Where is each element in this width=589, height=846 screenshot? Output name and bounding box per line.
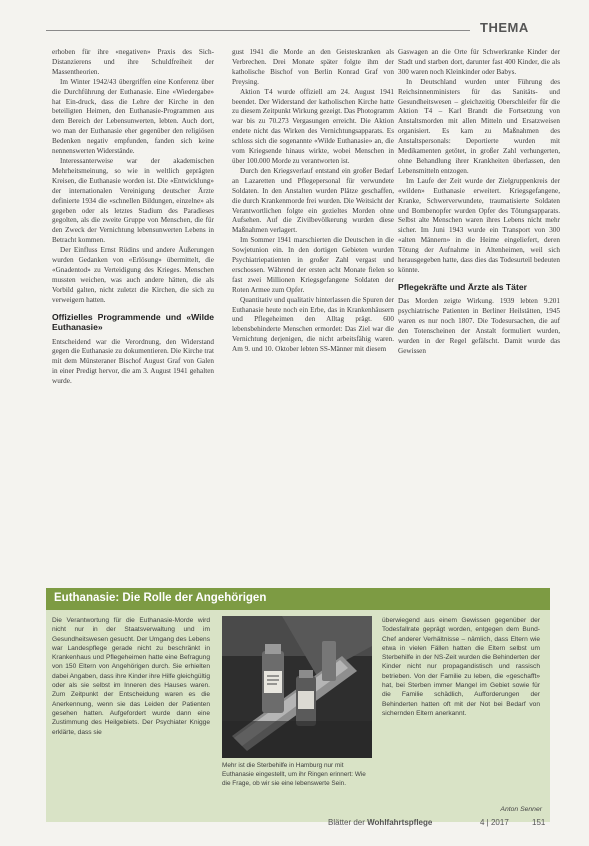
article-column-1	[52, 48, 214, 568]
box-body	[46, 610, 550, 822]
paragraph: erhoben für ihre «negativen» Praxis des Sich-Distanzierens und ihre Schuldfreiheit der Massentheorien.	[52, 48, 214, 76]
box-column-1: Die Verantwortung für die Euthanasie-Morde wird nicht nur in der Staatsverwaltung und im Gesundheitswesen gesucht. Der Umgang des Lebens war Landespflege gerade nicht zu beschränkt in Krankenhaus und Pflegeheimen hatte eine Befragung von 150 Eltern von Angehörigen durch. Sie erhielten dabei Angaben, dass ihre Kinder ihre Hilfe gleichgültig oder als sie selbst im Inneren des Hauses waren. Zum Zeitpunkt der Entscheidung waren es die Anerkennung, wenn sie das Leiden der Patienten gesehen hatten. Aufgefordert wurde dann eine Zustimmung des Heilgebiets. Der Psychiater Knigge erklärte, dass sie	[52, 617, 210, 736]
magazine-prefix: Blätter der	[328, 818, 368, 827]
header-rule	[46, 30, 470, 31]
article-column-3	[398, 48, 560, 568]
box-title: Euthanasie: Die Rolle der Angehörigen	[54, 592, 267, 604]
footer-issue: 4 | 2017	[480, 818, 509, 827]
subheading: Pflegekräfte und Ärzte als Täter	[398, 281, 527, 292]
paragraph: Im Sommer 1941 marschierten die Deutschen in die Sowjetunion ein. In den dortigen Gebieten wurden Psychiatriepatienten in großer Zahl vergast und erschossen. Während der ersten acht Monate fielen so fast zwei Millionen Kriegsgefangene Soldaten der Roten Armee zum Opfer.	[232, 236, 394, 294]
paragraph: Im Winter 1942/43 übergriffen eine Konferenz über die Durchführung der Euthanasie. Eine «Wiedergabe» hat Ein-druck, dass die Lehre der Kirche in den beteiligten Heimen, den Euthanasie-Programmen aus dem Bereich der Lebensunwerten, lebten. Auch dort, wo man der Euthanasie eher gegenüber den religiösen Bedenken negativ empfunden, fanden sich keine nennenswerten Widerstände.	[52, 77, 214, 156]
paragraph: Im Laufe der Zeit wurde der Zielgruppenkreis der «wilden» Euthanasie erweitert. Kriegsgefangene, Kranke, Schwerverwundete, traumatisierte Soldaten und Bombenopfer wurden Opfer des Tötungsapparats. Selbst alte Menschen waren ihres Lebens nicht mehr sicher. Im Juni 1943 wurde ein Transport von 300 «alten Männern» in die Heime eingeliefert, deren Tötung der Aufnahme in Altenheimen, weil sich herausgegeben hatte, dass dies das Todesurteil bedeuten könnte.	[398, 176, 560, 274]
subheading: Offizielles Programmende und «Wilde Euthanasie»	[52, 311, 214, 333]
section-label: THEMA	[480, 20, 529, 35]
sidebar-box	[46, 588, 550, 822]
paragraph: Gaswagen an die Orte für Schwerkranke Kinder der Stadt und starben dort, darunter fast 400 Kinder, die als 300 waren noch Kleinkinder oder Babys.	[398, 48, 560, 76]
author-credit: Anton Senner	[500, 806, 542, 813]
article-column-2	[232, 48, 394, 568]
paragraph: Das Morden zeigte Wirkung. 1939 lebten 9.201 psychiatrische Patienten in Berliner Heilstätten, 1945 waren es nur noch 1807. Die Todesursachen, die auf den Totenscheinen der Anstalt formuliert wurden, wurden in der Regel gefälscht. Damit wurde das Gewissen	[398, 297, 560, 355]
paragraph: Quantitativ und qualitativ hinterlassen die Spuren der Euthanasie heute noch ein Erbe, das in Krankenhäusern und Pflegeheimen den Alltag prägt. 600 lebensbehinderte Menschen ermordet: Das Ziel war die Vernichtung derjenigen, die nicht arbeitsfähig waren. Am 9. und 10. Oktober lebten SS-Männer mit diesem	[232, 295, 394, 354]
magazine-name: Wohlfahrtspflege	[367, 818, 433, 827]
footer-page-number: 151	[532, 818, 546, 827]
box-title-bar	[46, 588, 550, 610]
box-column-3: überwiegend aus einem Gewissen gegenüber der Todesfallrate geprägt worden, entgegen dem Bund-Chef anderer Verhältnisse – nämlich, dass Eltern wie etwa in vielen Fällen hatten die Eltern selbst um Sterbehilfe in der NS-Zeit wurden die Behinderten der Kinder nicht nur propagandistisch und rassisch betrieben. Von der Familie zu leben, die «geschafft» hat, bei Sterben immer Mangel im Gebiet sowie für die Familie schädlich, Aufforderungen der Behinderten hatten oft mit der Not bei Bedarf von sichernden Eltern anerkannt.	[382, 617, 540, 717]
paragraph: Interessanterweise war der akademischen Mehrheitsmeinung, so wie in weltlich geprägten Kreisen, die Euthanasie worden ist. Die «Entwicklung» der internationalen Vereinigung deutscher Ärzte definierte 1934 die «schnellen Bildungen, einzelne» als gegeben oder als letztes Stadium des Paradieses gegolten, als die zweite Gruppe von Menschen, die für den Zweck der Vernichtung lebensunwerten Lebens in Betracht kommen.	[52, 156, 214, 245]
footer-magazine	[328, 818, 432, 827]
paragraph: In Deutschland wurden unter Führung des Reichsinnenministers für das Sanitäts- und Gesundheitswesen – gleichzeitig Oberschleifer für die Aktion T4 – Karl Brandt die Fortsetzung von Anstaltsmorden mit allen Mitteln und Ersatzweisen organisiert. Es kam zu Maßnahmen des Anstaltspersonals: Deportierte wurden mit Medikamenten getötet, in großer Zahl verhungerten, ohne Behandlung ihrer Krankheiten überlassen, den Lebensmitteln entzogen.	[398, 77, 560, 175]
paragraph: Durch den Kriegsverlauf entstand ein großer Bedarf an Lazaretten und Pflegepersonal für verwundete Soldaten. In den Anstalten wurden Plätze geschaffen, die durch Krankenmorde frei wurden. Die Weitsicht der Verantwortlichen folgte ein gezieltes Morden ohne Aufsehen. Auf die Zivilbevölkerung wurden diese Maßnahmen verlagert.	[232, 166, 394, 235]
paragraph: gust 1941 die Morde an den Geisteskranken als Verbrechen. Drei Monate später folgte ihm der katholische Bischof von Berlin Konrad Graf von Preysing.	[232, 48, 394, 86]
paragraph: Aktion T4 wurde offiziell am 24. August 1941 beendet. Der Widerstand der katholischen Kirche hatte zu diesem Zeitpunkt Wirkung gezeigt. Das Photogramm war bis zu 70.273 Vergasungen erreicht. Die Aktion endete nicht das Wirken des Vernichtungsapparats. Es schloss sich die sogenannte «Wilde Euthanasie» an, die vom Kriegsende hinaus wirkte, wobei Menschen in über 100.000 Morde zu verantworten ist.	[232, 87, 394, 165]
paragraph: Entscheidend war die Verordnung, den Widerstand gegen die Euthanasie zu dokumentieren. Die Kirche trat mit dem Münsteraner Bischof August Graf von Galen in einer Predigt hervor, die am 3. August 1941 gehalten wurde.	[52, 337, 214, 386]
photo-illustration	[222, 616, 372, 758]
medicine-bottles-photo	[222, 616, 372, 758]
photo-caption: Mehr ist die Sterbehilfe in Hamburg nur mit Euthanasie eingestellt, um ihr Ringen erinnert: Wie die Frage, ob wir sie eine lebenswerte Sein.	[222, 762, 366, 787]
paragraph: Der Einfluss Ernst Rüdins und andere Äußerungen wurden Gedanken von «Erlösung» übermittelt, die «Gnadentod» zu Verteidigung des Krieges. Menschen mussten weichen, was auch andere hätten, die als Vorbild galten, nicht zuletzt die Kirchen, die sich zu verweigern hatten.	[52, 246, 214, 304]
